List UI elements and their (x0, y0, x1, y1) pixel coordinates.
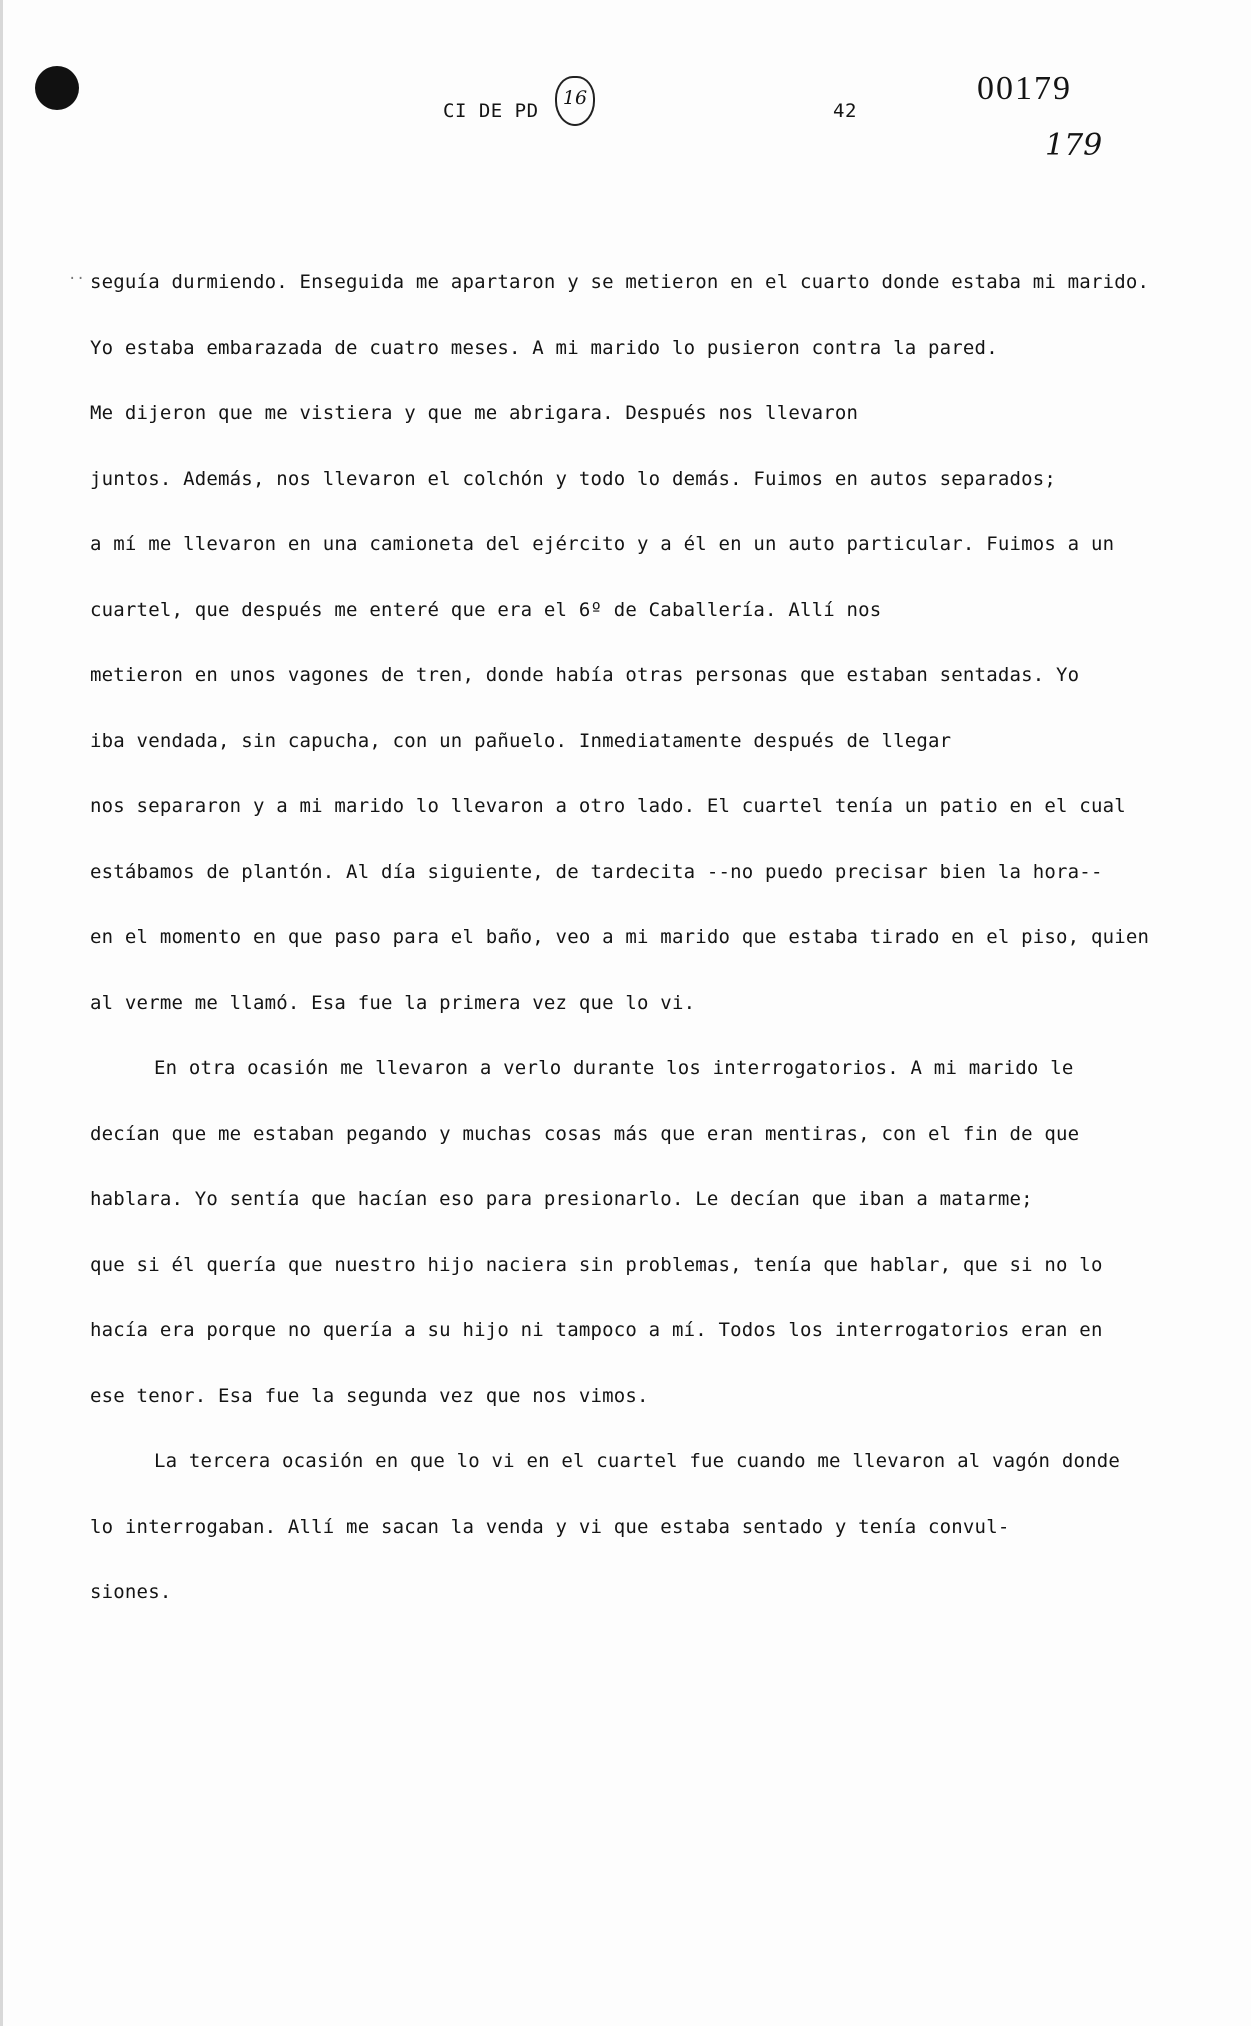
text-line: ese tenor. Esa fue la segunda vez que nos vimos. (90, 1384, 649, 1407)
text-line: lo interrogaban. Allí me sacan la venda y vi que estaba sentado y tenía convul- (90, 1515, 1010, 1538)
text-line: juntos. Además, nos llevaron el colchón y todo lo demás. Fuimos en autos separados; (90, 467, 1057, 490)
text-line: La tercera ocasión en que lo vi en el cuartel fue cuando me llevaron al vagón donde (154, 1450, 1121, 1472)
folio-number: 00179 (977, 70, 1072, 107)
text-line: Yo estaba embarazada de cuatro meses. A mi marido lo pusieron contra la pared. (90, 336, 998, 359)
text-line: en el momento en que paso para el baño, veo a mi marido que estaba tirado en el piso, quien (90, 926, 1150, 948)
text-line: En otra ocasión me llevaron a verlo durante los interrogatorios. A mi marido le (154, 1057, 1074, 1079)
text-line: cuartel, que después me enteré que era el 6º de Caballería. Allí nos (90, 598, 882, 621)
margin-mark: .. (68, 267, 85, 283)
text-line: metieron en unos vagones de tren, donde había otras personas que estaban sentadas. Yo (90, 664, 1080, 686)
text-line: nos separaron y a mi marido lo llevaron a otro lado. El cuartel tenía un patio en el cual (90, 795, 1126, 817)
header-reference: CI DE PD (443, 100, 539, 122)
text-line: Me dijeron que me vistiera y que me abrigara. Después nos llevaron (90, 402, 859, 424)
text-line: decían que me estaban pegando y muchas cosas más que eran mentiras, con el fin de que (90, 1122, 1080, 1145)
text-line: hablara. Yo sentía que hacían eso para presionarlo. Le decían que iban a matarme; (90, 1188, 1033, 1210)
text-line: al verme me llamó. Esa fue la primera vez que lo vi. (90, 991, 696, 1014)
text-line: seguía durmiendo. Enseguida me apartaron y se metieron en el cuarto donde estaba mi marido. (90, 271, 1150, 293)
page-number: 42 (833, 100, 857, 122)
circular-stamp (555, 76, 595, 126)
stamp-number: 16 (562, 87, 588, 109)
text-line: iba vendada, sin capucha, con un pañuelo. Inmediatamente después de llegar (90, 729, 952, 752)
handwritten-folio: 179 (1045, 128, 1103, 163)
text-line: siones. (90, 1581, 172, 1603)
text-line: que si él quería que nuestro hijo naciera sin problemas, tenía que hablar, que si no lo (90, 1253, 1103, 1276)
document-body (90, 250, 1150, 1626)
page-edge (0, 0, 3, 2026)
punch-hole (35, 66, 79, 110)
text-line: a mí me llevaron en una camioneta del ejército y a él en un auto particular. Fuimos a un (90, 533, 1115, 555)
text-line: hacía era porque no quería a su hijo ni tampoco a mí. Todos los interrogatorios eran en (90, 1319, 1103, 1341)
text-line: estábamos de plantón. Al día siguiente, de tardecita --no puedo precisar bien la hora-- (90, 860, 1103, 883)
